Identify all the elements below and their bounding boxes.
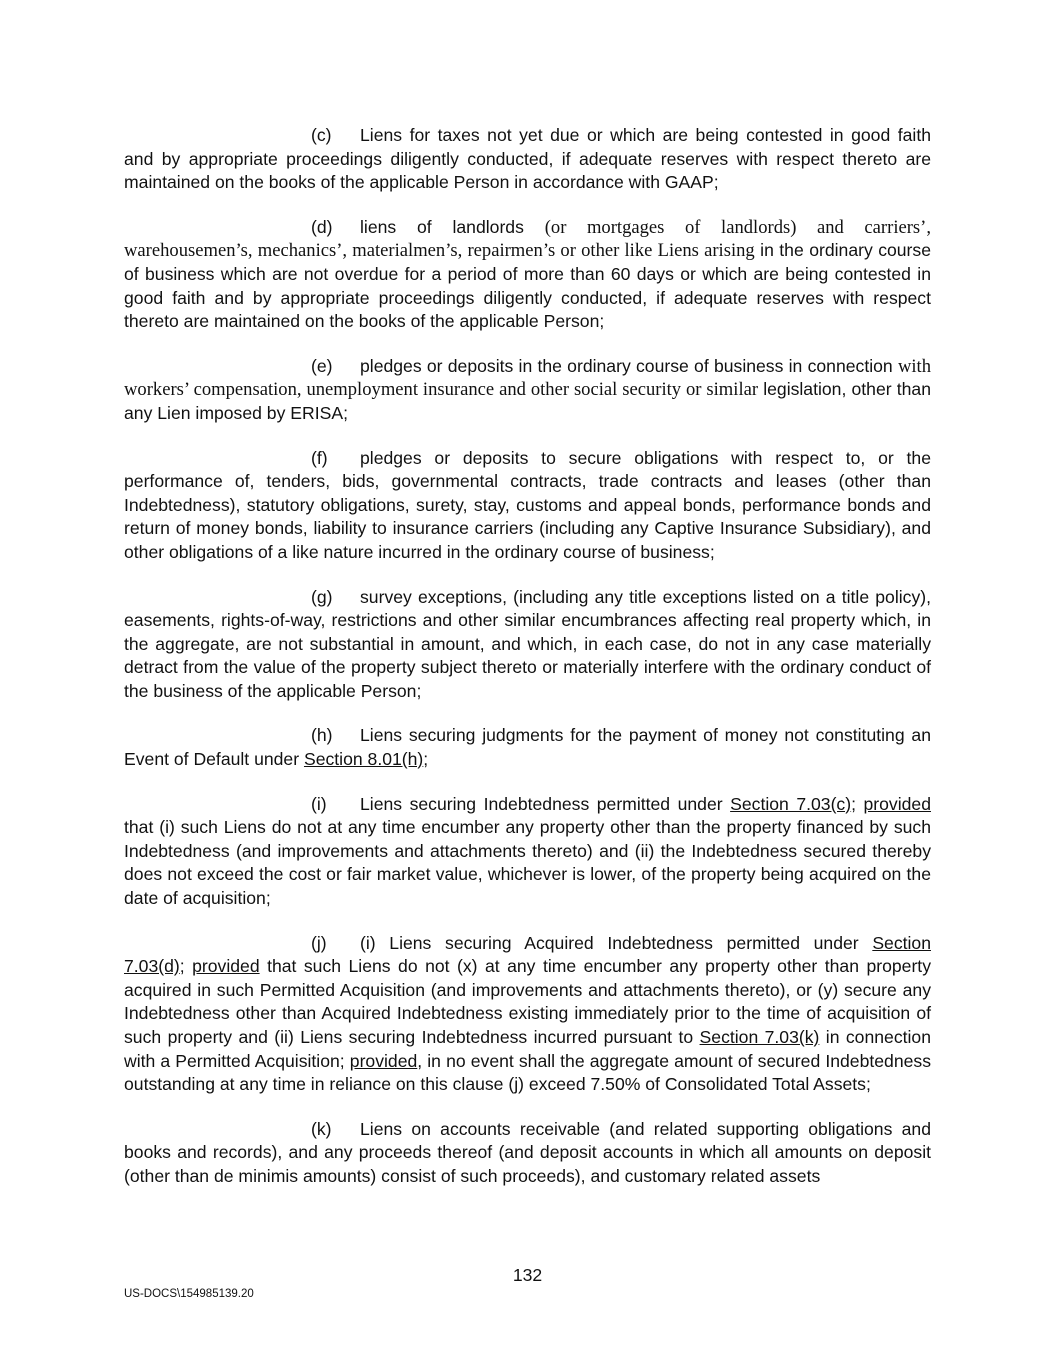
clause-text: with workers’ compensation, unemployment insurance and other social security or similar [124, 355, 931, 401]
clause-label: (h) [311, 725, 333, 746]
clause-text: in connection with a Permitted Acquisition; [124, 1027, 931, 1071]
clause-label: (d) [311, 216, 333, 237]
clause-text: in the ordinary course of business which are not overdue for a period of more than 60 days or which are being contested in good faith and by appropriate proceedings diligently conducted, if adequate reserves with respect thereto are maintained on the books of the applicable Person; [124, 240, 932, 332]
clause-text: Liens securing Indebtedness permitted under [360, 793, 731, 814]
clause-paragraph [124, 124, 931, 195]
clause-paragraph [124, 216, 931, 334]
clause-label: (c) [311, 125, 332, 145]
clause-label: (g) [311, 586, 333, 607]
clause-text: liens of landlords [360, 216, 545, 237]
clause-text: Liens for taxes not yet due or which are being contested in good faith and by appropriate proceedings diligently conducted, if adequate reserves with respect thereto are maintained on the books of the applicable Person in accordance with GAAP; [124, 125, 931, 193]
clause-text: legislation, other than any Lien imposed by ERISA; [124, 379, 931, 423]
page-number: 132 [512, 1265, 543, 1285]
clause-text: , in no event shall the aggregate amount of secured Indebtedness outstanding at any time in reliance on this clause (j) exceed 7.50% of Consolidated Total Assets; [124, 1050, 931, 1095]
clause-text: pledges or deposits to secure obligations with respect to, or the performance of, tenders, bids, governmental contracts, trade contracts and leases (other than Indebtedness), statutory obligations, surety, stay, customs and appeal bonds, performance bonds and return of money bonds, liability to insurance carriers (including any Captive Insurance Subsidiary), and other obligations of a like nature incurred in the ordinary course of business; [124, 447, 931, 562]
clause-text: ; [179, 956, 193, 977]
clause-text: (i) Liens securing Acquired Indebtedness permitted under [360, 932, 873, 953]
clause-text: Liens securing judgments for the payment of money not constituting an Event of Default under [124, 725, 931, 770]
document-body [124, 124, 931, 1210]
clause-paragraph [124, 447, 931, 565]
cross-reference: provided [192, 956, 260, 977]
clause-paragraph [124, 1118, 931, 1189]
clause-label: (e) [311, 355, 333, 376]
clause-paragraph [124, 724, 931, 771]
clause-text: that such Liens do not (x) at any time encumber any property other than property acquired in such Permitted Acquisition (and improvements and attachments thereto), or (y) secure any Indebtedness other than Acquired Indebtedness existing immediately prior to the time of acquisition of such property and (ii) Liens securing Indebtedness incurred pursuant to [124, 956, 931, 1047]
clause-text: that (i) such Liens do not at any time encumber any property other than the property financed by such Indebtedness (and improvements and attachments thereto) and (ii) the Indebtedness secured thereby does not exceed the cost or fair market value, whichever is lower, of the property being acquired on the date of acquisition; [124, 817, 931, 909]
clause-paragraph [124, 355, 931, 426]
clause-text: ; [423, 749, 429, 770]
clause-text: (or mortgages of landlords) and carriers’, warehousemen’s, mechanics’, materialmen’s, repairmen’s or other like Liens arising [124, 216, 932, 262]
clause-text: pledges or deposits in the ordinary course of business in connection [360, 355, 898, 376]
cross-reference: provided [349, 1050, 418, 1071]
clause-paragraph [124, 793, 931, 911]
document-id: US-DOCS\154985139.20 [124, 1288, 254, 1300]
clause-text: Liens on accounts receivable (and related supporting obligations and books and records), and any proceeds thereof (and deposit accounts in which all amounts on deposit (other than de minimis amounts) consist of such proceeds), and customary related assets [124, 1118, 931, 1186]
clause-label: (k) [311, 1118, 332, 1139]
clause-paragraph [124, 586, 931, 704]
clause-label: (i) [311, 793, 327, 814]
cross-reference: Section 8.01(h) [303, 749, 424, 770]
clause-paragraph [124, 932, 931, 1097]
cross-reference: Section 7.03(k) [699, 1027, 820, 1047]
clause-label: (f) [311, 447, 328, 468]
clause-text: ; [851, 793, 864, 814]
cross-reference: Section 7.03(c) [730, 793, 852, 814]
clause-text: survey exceptions, (including any title exceptions listed on a title policy), easements, rights-of-way, restrictions and other similar encumbrances affecting real property which, in the aggregate, are not substantial in amount, and which, in each case, do not in any case materially detract from the value of the property subject thereto or materially interfere with the ordinary conduct of the business of the applicable Person; [124, 586, 931, 701]
cross-reference: provided [863, 793, 931, 814]
cross-reference: Section 7.03(d) [124, 932, 931, 977]
clause-label: (j) [311, 932, 327, 953]
